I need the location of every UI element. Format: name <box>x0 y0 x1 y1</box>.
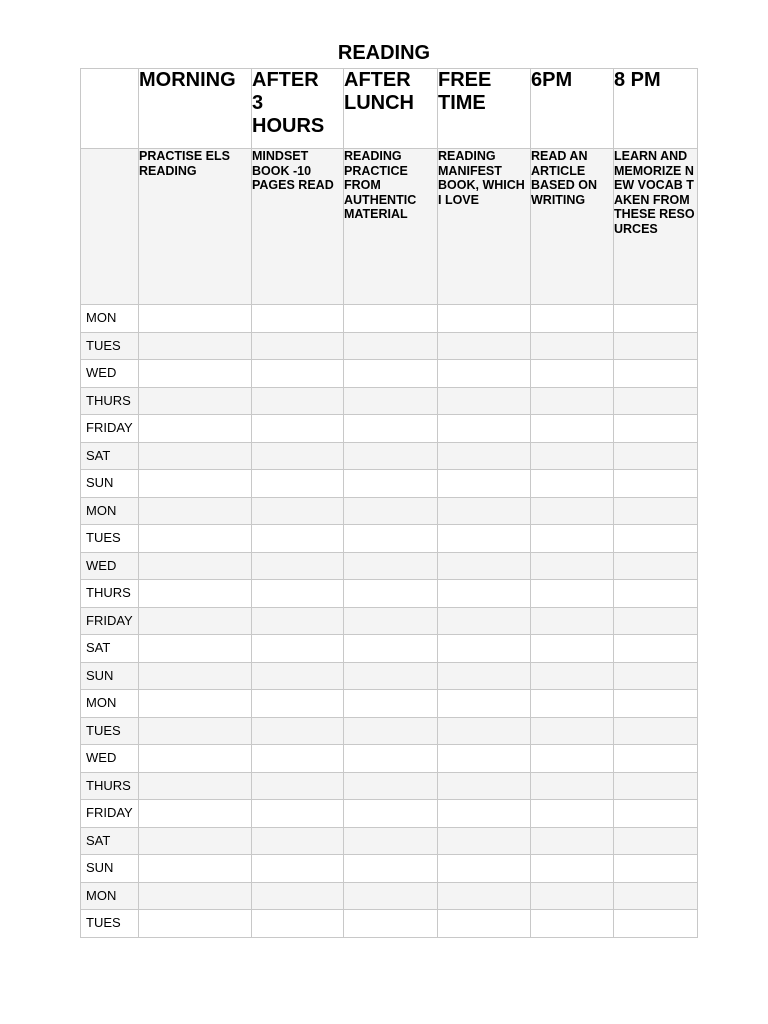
day-label: THURS <box>81 580 139 608</box>
schedule-cell[interactable] <box>438 690 531 718</box>
header-cell-after-lunch: AFTER LUNCH <box>344 69 438 149</box>
schedule-cell[interactable] <box>614 305 698 333</box>
day-row <box>81 387 698 415</box>
schedule-cell[interactable] <box>614 360 698 388</box>
day-label: WED <box>81 360 139 388</box>
schedule-cell[interactable] <box>344 525 438 553</box>
day-row <box>81 910 698 938</box>
schedule-cell[interactable] <box>139 360 252 388</box>
day-row <box>81 552 698 580</box>
schedule-cell[interactable] <box>252 855 344 883</box>
schedule-cell[interactable] <box>252 662 344 690</box>
schedule-cell[interactable] <box>252 415 344 443</box>
schedule-cell[interactable] <box>438 717 531 745</box>
schedule-cell[interactable] <box>139 497 252 525</box>
day-label: MON <box>81 305 139 333</box>
schedule-cell[interactable] <box>139 442 252 470</box>
schedule-cell[interactable] <box>344 882 438 910</box>
header-cell-after-3-hours: AFTER 3 HOURS <box>252 69 344 149</box>
schedule-cell[interactable] <box>252 882 344 910</box>
day-label: SAT <box>81 827 139 855</box>
day-label: THURS <box>81 772 139 800</box>
header-row <box>81 69 698 149</box>
day-row <box>81 800 698 828</box>
schedule-cell[interactable] <box>438 497 531 525</box>
schedule-cell[interactable] <box>531 882 614 910</box>
description-cell-free-time: READING MANIFEST BOOK, WHICH I LOVE <box>438 149 531 305</box>
day-row <box>81 497 698 525</box>
day-row <box>81 827 698 855</box>
schedule-cell[interactable] <box>139 580 252 608</box>
schedule-cell[interactable] <box>139 607 252 635</box>
day-row <box>81 332 698 360</box>
schedule-cell[interactable] <box>344 607 438 635</box>
description-cell-6pm: READ AN ARTICLE BASED ON WRITING <box>531 149 614 305</box>
schedule-cell[interactable] <box>438 360 531 388</box>
day-label: SAT <box>81 635 139 663</box>
schedule-cell[interactable] <box>252 607 344 635</box>
schedule-cell[interactable] <box>252 800 344 828</box>
schedule-cell[interactable] <box>438 772 531 800</box>
day-row <box>81 442 698 470</box>
schedule-cell[interactable] <box>614 772 698 800</box>
schedule-cell[interactable] <box>139 635 252 663</box>
schedule-cell[interactable] <box>252 580 344 608</box>
schedule-cell[interactable] <box>344 662 438 690</box>
schedule-cell[interactable] <box>139 855 252 883</box>
schedule-cell[interactable] <box>139 882 252 910</box>
schedule-cell[interactable] <box>344 635 438 663</box>
day-row <box>81 635 698 663</box>
schedule-cell[interactable] <box>344 827 438 855</box>
schedule-cell[interactable] <box>531 580 614 608</box>
schedule-cell[interactable] <box>614 442 698 470</box>
schedule-cell[interactable] <box>344 332 438 360</box>
schedule-cell[interactable] <box>531 607 614 635</box>
schedule-cell[interactable] <box>614 470 698 498</box>
schedule-cell[interactable] <box>438 415 531 443</box>
page-title: READING <box>337 42 431 64</box>
schedule-cell[interactable] <box>344 772 438 800</box>
schedule-cell[interactable] <box>438 305 531 333</box>
schedule-cell[interactable] <box>252 305 344 333</box>
schedule-cell[interactable] <box>344 552 438 580</box>
schedule-cell[interactable] <box>344 855 438 883</box>
schedule-cell[interactable] <box>531 497 614 525</box>
schedule-cell[interactable] <box>614 415 698 443</box>
schedule-cell[interactable] <box>139 717 252 745</box>
day-label: TUES <box>81 717 139 745</box>
day-row <box>81 525 698 553</box>
day-row <box>81 580 698 608</box>
schedule-cell[interactable] <box>438 470 531 498</box>
schedule-cell[interactable] <box>438 525 531 553</box>
schedule-cell[interactable] <box>344 387 438 415</box>
day-row <box>81 662 698 690</box>
schedule-cell[interactable] <box>344 717 438 745</box>
schedule-cell[interactable] <box>614 497 698 525</box>
schedule-cell[interactable] <box>344 497 438 525</box>
description-cell-8pm: LEARN AND MEMORIZE NEW VOCAB TAKEN FROM THESE RESOURCES <box>614 149 698 305</box>
schedule-cell[interactable] <box>139 745 252 773</box>
day-label: TUES <box>81 525 139 553</box>
schedule-cell[interactable] <box>438 442 531 470</box>
schedule-cell[interactable] <box>438 635 531 663</box>
day-row <box>81 607 698 635</box>
day-label: WED <box>81 745 139 773</box>
schedule-cell[interactable] <box>438 552 531 580</box>
schedule-cell[interactable] <box>614 745 698 773</box>
day-row <box>81 717 698 745</box>
schedule-cell[interactable] <box>614 827 698 855</box>
schedule-cell[interactable] <box>344 745 438 773</box>
day-row <box>81 415 698 443</box>
schedule-cell[interactable] <box>531 470 614 498</box>
schedule-cell[interactable] <box>139 552 252 580</box>
schedule-cell[interactable] <box>252 387 344 415</box>
schedule-cell[interactable] <box>252 332 344 360</box>
schedule-cell[interactable] <box>344 800 438 828</box>
schedule-cell[interactable] <box>531 552 614 580</box>
header-cell-corner <box>81 69 139 149</box>
schedule-cell[interactable] <box>139 827 252 855</box>
schedule-cell[interactable] <box>139 910 252 938</box>
schedule-cell[interactable] <box>139 332 252 360</box>
schedule-cell[interactable] <box>344 415 438 443</box>
description-cell-morning: PRACTISE ELS READING <box>139 149 252 305</box>
day-row <box>81 855 698 883</box>
schedule-cell[interactable] <box>531 717 614 745</box>
description-cell-corner <box>81 149 139 305</box>
schedule-cell[interactable] <box>531 305 614 333</box>
day-row <box>81 305 698 333</box>
description-cell-after-3-hours: MINDSET BOOK -10 PAGES READ <box>252 149 344 305</box>
day-label: SUN <box>81 470 139 498</box>
schedule-cell[interactable] <box>531 360 614 388</box>
schedule-cell[interactable] <box>252 827 344 855</box>
schedule-cell[interactable] <box>614 332 698 360</box>
schedule-cell[interactable] <box>614 662 698 690</box>
day-label: WED <box>81 552 139 580</box>
schedule-cell[interactable] <box>531 772 614 800</box>
schedule-cell[interactable] <box>344 360 438 388</box>
day-label: TUES <box>81 910 139 938</box>
schedule-cell[interactable] <box>531 442 614 470</box>
description-row <box>81 149 698 305</box>
schedule-cell[interactable] <box>438 855 531 883</box>
schedule-cell[interactable] <box>438 882 531 910</box>
schedule-cell[interactable] <box>438 607 531 635</box>
day-label: THURS <box>81 387 139 415</box>
schedule-cell[interactable] <box>139 662 252 690</box>
day-row <box>81 882 698 910</box>
schedule-cell[interactable] <box>139 387 252 415</box>
day-row <box>81 745 698 773</box>
schedule-cell[interactable] <box>139 690 252 718</box>
schedule-cell[interactable] <box>531 525 614 553</box>
schedule-cell[interactable] <box>438 910 531 938</box>
schedule-cell[interactable] <box>139 305 252 333</box>
schedule-cell[interactable] <box>531 690 614 718</box>
schedule-cell[interactable] <box>438 332 531 360</box>
schedule-cell[interactable] <box>531 800 614 828</box>
day-row <box>81 690 698 718</box>
day-label: MON <box>81 882 139 910</box>
schedule-cell[interactable] <box>438 662 531 690</box>
schedule-cell[interactable] <box>438 745 531 773</box>
schedule-cell[interactable] <box>531 910 614 938</box>
schedule-cell[interactable] <box>531 745 614 773</box>
schedule-cell[interactable] <box>614 580 698 608</box>
day-row <box>81 360 698 388</box>
schedule-cell[interactable] <box>252 772 344 800</box>
schedule-cell[interactable] <box>614 882 698 910</box>
schedule-cell[interactable] <box>252 360 344 388</box>
schedule-cell[interactable] <box>252 470 344 498</box>
schedule-cell[interactable] <box>438 580 531 608</box>
day-label: MON <box>81 690 139 718</box>
schedule-cell[interactable] <box>252 635 344 663</box>
schedule-cell[interactable] <box>531 855 614 883</box>
schedule-cell[interactable] <box>344 910 438 938</box>
schedule-cell[interactable] <box>614 552 698 580</box>
day-label: FRIDAY <box>81 607 139 635</box>
day-row <box>81 772 698 800</box>
schedule-cell[interactable] <box>438 800 531 828</box>
schedule-cell[interactable] <box>531 387 614 415</box>
day-label: SUN <box>81 662 139 690</box>
schedule-cell[interactable] <box>344 305 438 333</box>
schedule-cell[interactable] <box>531 415 614 443</box>
schedule-cell[interactable] <box>614 387 698 415</box>
schedule-cell[interactable] <box>252 525 344 553</box>
schedule-cell[interactable] <box>614 690 698 718</box>
schedule-cell[interactable] <box>531 827 614 855</box>
schedule-cell[interactable] <box>252 497 344 525</box>
header-cell-8pm: 8 PM <box>614 69 698 149</box>
schedule-cell[interactable] <box>438 387 531 415</box>
schedule-cell[interactable] <box>531 332 614 360</box>
schedule-cell[interactable] <box>252 717 344 745</box>
schedule-cell[interactable] <box>531 662 614 690</box>
schedule-cell[interactable] <box>252 910 344 938</box>
day-label: SAT <box>81 442 139 470</box>
schedule-cell[interactable] <box>252 442 344 470</box>
schedule-cell[interactable] <box>252 552 344 580</box>
schedule-cell[interactable] <box>614 800 698 828</box>
schedule-cell[interactable] <box>614 855 698 883</box>
schedule-cell[interactable] <box>614 525 698 553</box>
day-row <box>81 470 698 498</box>
schedule-cell[interactable] <box>344 442 438 470</box>
schedule-cell[interactable] <box>614 635 698 663</box>
schedule-cell[interactable] <box>252 690 344 718</box>
schedule-cell[interactable] <box>139 470 252 498</box>
schedule-cell[interactable] <box>531 635 614 663</box>
schedule-cell[interactable] <box>344 470 438 498</box>
day-label: TUES <box>81 332 139 360</box>
schedule-cell[interactable] <box>139 800 252 828</box>
schedule-cell[interactable] <box>139 415 252 443</box>
schedule-cell[interactable] <box>252 745 344 773</box>
schedule-cell[interactable] <box>139 525 252 553</box>
header-cell-6pm: 6PM <box>531 69 614 149</box>
header-cell-morning: MORNING <box>139 69 252 149</box>
reading-schedule-table <box>80 68 698 938</box>
schedule-cell[interactable] <box>344 580 438 608</box>
schedule-cell[interactable] <box>614 910 698 938</box>
day-label: FRIDAY <box>81 800 139 828</box>
schedule-cell[interactable] <box>614 607 698 635</box>
day-label: MON <box>81 497 139 525</box>
schedule-cell[interactable] <box>614 717 698 745</box>
day-label: SUN <box>81 855 139 883</box>
header-cell-free-time: FREE TIME <box>438 69 531 149</box>
schedule-cell[interactable] <box>139 772 252 800</box>
schedule-cell[interactable] <box>438 827 531 855</box>
schedule-cell[interactable] <box>344 690 438 718</box>
day-label: FRIDAY <box>81 415 139 443</box>
description-cell-after-lunch: READING PRACTICE FROM AUTHENTIC MATERIAL <box>344 149 438 305</box>
